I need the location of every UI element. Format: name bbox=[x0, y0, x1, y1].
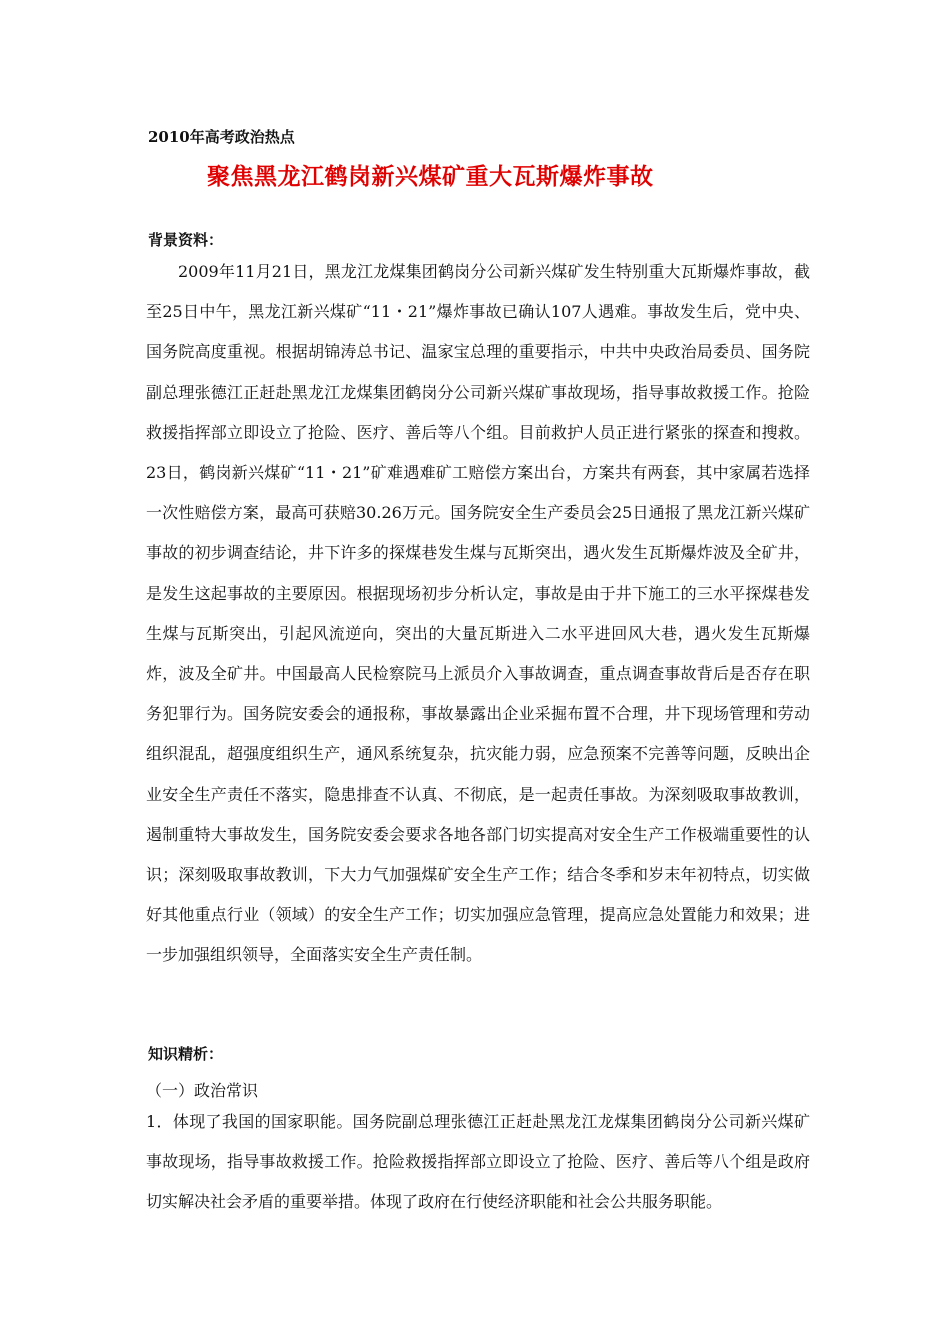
subsection-label: （一）政治常识 bbox=[146, 1081, 259, 1100]
document-header: 2010年高考政治热点 bbox=[148, 128, 295, 146]
document-title: 聚焦黑龙江鹤岗新兴煤矿重大瓦斯爆炸事故 bbox=[207, 163, 654, 190]
point-1-paragraph: 1．体现了我国的国家职能。国务院副总理张德江正赶赴黑龙江龙煤集团鹤岗分公司新兴煤矿事故现场，指导事故救援工作。抢险救援指挥部立即设立了抢险、医疗、善后等八个组是政府切实解决社会矛盾的重要举措。体现了政府在行使经济职能和社会公共服务职能。 bbox=[146, 1112, 810, 1212]
section-label-knowledge: 知识精析： bbox=[148, 1045, 224, 1063]
section-label-background: 背景资料： bbox=[148, 231, 224, 249]
background-paragraph: 2009年11月21日，黑龙江龙煤集团鹤岗分公司新兴煤矿发生特别重大瓦斯爆炸事故，截至25日中午，黑龙江新兴煤矿“11・21”爆炸事故已确认107人遇难。事故发生后，党中央、国务院高度重视。根据胡锦涛总书记、温家宝总理的重要指示，中共中央政治局委员、国务院副总理张德江正赶赴黑龙江龙煤集团鹤岗分公司新兴煤矿事故现场，指导事故救援工作。抢险救援指挥部立即设立了抢险、医疗、善后等八个组。目前救护人员正进行紧张的探查和搜救。23日，鹤岗新兴煤矿“11・21”矿难遇难矿工赔偿方案出台，方案共有两套，其中家属若选择一次性赔偿方案，最高可获赔30.26万元。国务院安全生产委员会25日通报了黑龙江新兴煤矿事故的初步调查结论，井下许多的探煤巷发生煤与瓦斯突出，遇火发生瓦斯爆炸波及全矿井，是发生这起事故的主要原因。根据现场初步分析认定，事故是由于井下施工的三水平探煤巷发生煤与瓦斯突出，引起风流逆向，突出的大量瓦斯进入二水平进回风大巷，遇火发生瓦斯爆炸，波及全矿井。中国最高人民检察院马上派员介入事故调查，重点调查事故背后是否存在职务犯罪行为。国务院安委会的通报称，事故暴露出企业采掘布置不合理，井下现场管理和劳动组织混乱，超强度组织生产，通风系统复杂，抗灾能力弱，应急预案不完善等问题，反映出企业安全生产责任不落实，隐患排查不认真、不彻底，是一起责任事故。为深刻吸取事故教训，遏制重特大事故发生，国务院安委会要求各地各部门切实提高对安全生产工作极端重要性的认识；深刻吸取事故教训，下大力气加强煤矿安全生产工作；结合冬季和岁末年初特点，切实做好其他重点行业（领域）的安全生产工作；切实加强应急管理，提高应急处置能力和效果；进一步加强组织领导，全面落实安全生产责任制。 bbox=[146, 262, 810, 965]
